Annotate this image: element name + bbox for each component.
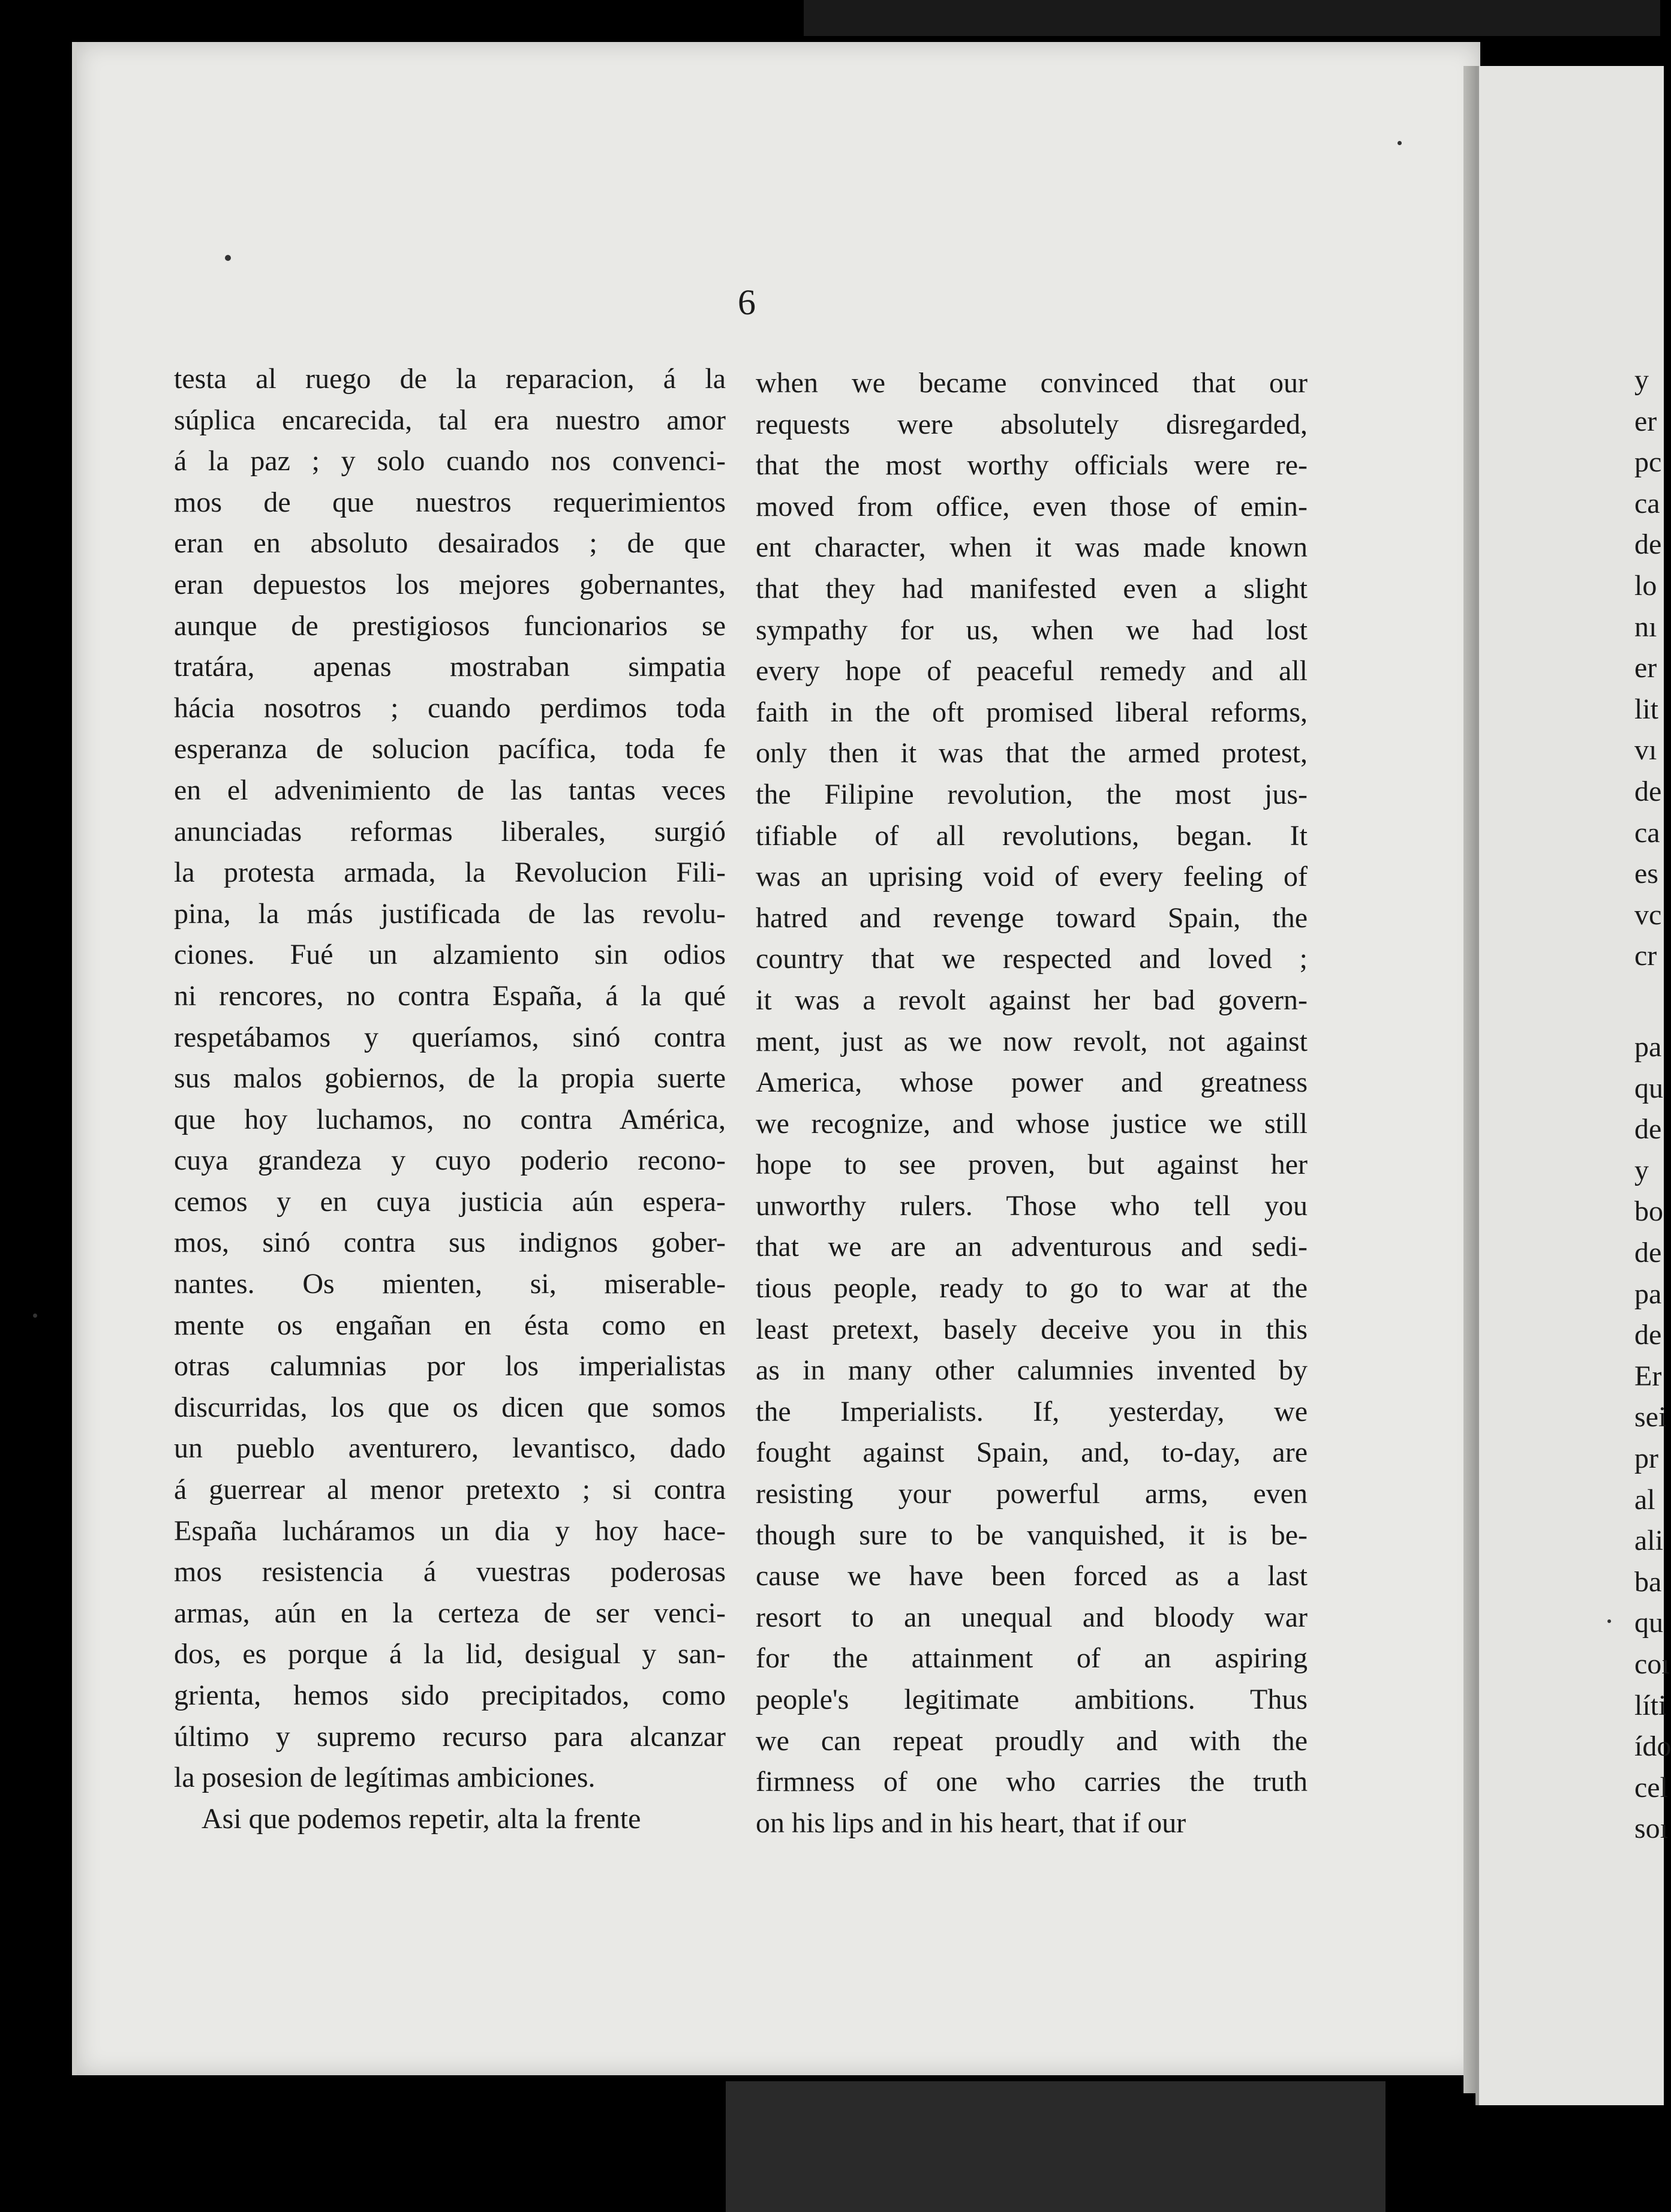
text-line: súplica encarecida, tal era nuestro amor — [174, 404, 726, 436]
facing-page-fragment: cr — [1634, 940, 1657, 972]
facing-page-fragment: al — [1634, 1483, 1655, 1516]
text-line: that the most worthy officials were re- — [756, 449, 1308, 482]
text-line: aunque de prestigiosos funcionarios se — [174, 609, 726, 642]
text-line: America, whose power and greatness — [756, 1066, 1308, 1099]
text-line: grienta, hemos sido precipitados, como — [174, 1679, 726, 1711]
facing-page-fragment: qu — [1634, 1072, 1663, 1104]
facing-page-fragment: vc — [1634, 898, 1662, 931]
facing-page-fragment: soı — [1634, 1813, 1669, 1845]
scan-speck — [225, 255, 231, 261]
facing-page-fragment: líti — [1634, 1689, 1667, 1721]
text-line: resort to an unequal and bloody war — [756, 1601, 1308, 1633]
scan-bottom-edge — [726, 2081, 1386, 2212]
text-line: tratára, apenas mostraban simpatia — [174, 651, 726, 683]
text-line: sympathy for us, when we had lost — [756, 614, 1308, 646]
text-line: discurridas, los que os dicen que somos — [174, 1391, 726, 1423]
text-line: as in many other calumnies invented by — [756, 1354, 1308, 1387]
text-line: the Imperialists. If, yesterday, we — [756, 1395, 1308, 1427]
text-line: least pretext, basely deceive you in this — [756, 1313, 1308, 1345]
text-line: eran en absoluto desairados ; de que — [174, 527, 726, 560]
text-line: la posesion de legítimas ambiciones. — [174, 1762, 596, 1794]
text-line: mos de que nuestros requerimientos — [174, 486, 726, 518]
text-line: Asi que podemos repetir, alta la frente — [202, 1802, 641, 1835]
facing-page-fragment: lo — [1634, 569, 1657, 602]
text-line: en el advenimiento de las tantas veces — [174, 774, 726, 806]
text-line: mos resistencia á vuestras poderosas — [174, 1556, 726, 1588]
facing-page-fragment: ca — [1634, 487, 1660, 519]
facing-page-fragment: Er — [1634, 1360, 1662, 1392]
text-line: firmness of one who carries the truth — [756, 1766, 1308, 1798]
scan-speck — [1397, 141, 1402, 145]
text-line: cause we have been forced as a last — [756, 1560, 1308, 1592]
text-line: nantes. Os mienten, si, miserable- — [174, 1268, 726, 1300]
facing-page-fragment: sei — [1634, 1401, 1667, 1433]
facing-page-fragment: y — [1634, 364, 1649, 396]
text-line: dos, es porque á la lid, desigual y san- — [174, 1638, 726, 1670]
text-line: we can repeat proudly and with the — [756, 1724, 1308, 1757]
text-line: testa al ruego de la reparacion, á la — [174, 363, 726, 395]
facing-page-fragment: cel — [1634, 1771, 1668, 1804]
facing-page-fragment: coı — [1634, 1648, 1670, 1680]
facing-page-fragment: ali — [1634, 1525, 1663, 1557]
facing-page-fragment: de — [1634, 1236, 1662, 1269]
text-line: country that we respected and loved ; — [756, 943, 1308, 975]
text-line: pina, la más justificada de las revolu- — [174, 897, 726, 930]
facing-page-fragments-top — [1634, 360, 1661, 977]
text-line: á guerrear al menor pretexto ; si contra — [174, 1474, 726, 1506]
text-line: eran depuestos los mejores gobernantes, — [174, 568, 726, 600]
facing-page-fragment: qu — [1634, 1607, 1663, 1639]
text-line: moved from office, even those of emin- — [756, 490, 1308, 522]
facing-page-fragments-bottom — [1634, 1027, 1671, 1850]
text-line: the Filipine revolution, the most jus- — [756, 778, 1308, 810]
text-line: on his lips and in his heart, that if our — [756, 1807, 1186, 1839]
text-line: requests were absolutely disregarded, — [756, 408, 1308, 440]
facing-page-fragment: bo — [1634, 1195, 1663, 1228]
text-line: armas, aún en la certeza de ser venci- — [174, 1597, 726, 1629]
text-line: faith in the oft promised liberal reforms, — [756, 696, 1308, 728]
facing-page-fragment: de — [1634, 1113, 1662, 1146]
text-line: á la paz ; y solo cuando nos convenci- — [174, 445, 726, 477]
text-line: ent character, when it was made known — [756, 531, 1308, 564]
text-line: un pueblo aventurero, levantisco, dado — [174, 1432, 726, 1465]
text-line: hatred and revenge toward Spain, the — [756, 901, 1308, 934]
facing-page-fragment: lit — [1634, 693, 1659, 725]
text-line: it was a revolt against her bad govern- — [756, 984, 1308, 1016]
text-line: fought against Spain, and, to-day, are — [756, 1436, 1308, 1469]
text-line: cemos y en cuya justicia aún espera- — [174, 1185, 726, 1218]
text-line: respetábamos y queríamos, sinó contra — [174, 1021, 726, 1053]
text-line: resisting your powerful arms, even — [756, 1478, 1308, 1510]
facing-page-fragment: ca — [1634, 816, 1660, 849]
text-line: mos, sinó contra sus indignos gober- — [174, 1227, 726, 1259]
text-line: tious people, ready to go to war at the — [756, 1272, 1308, 1305]
facing-page-fragment: de — [1634, 528, 1662, 561]
text-line: that they had manifested even a slight — [756, 572, 1308, 605]
text-line: that we are an adventurous and sedi- — [756, 1231, 1308, 1263]
facing-page-fragment: vı — [1634, 734, 1657, 767]
text-line: ciones. Fué un alzamiento sin odios — [174, 939, 726, 971]
facing-page-fragment: pc — [1634, 446, 1662, 479]
text-line: only then it was that the armed protest, — [756, 737, 1308, 770]
english-text-column — [756, 363, 1308, 1844]
text-line: when we became convinced that our — [756, 367, 1308, 399]
text-line: though sure to be vanquished, it is be- — [756, 1519, 1308, 1551]
facing-page-fragment: er — [1634, 405, 1657, 437]
facing-page-fragment: pr — [1634, 1442, 1658, 1474]
text-line: ment, just as we now revolt, not against — [756, 1025, 1308, 1057]
text-line: cuya grandeza y cuyo poderio recono- — [174, 1144, 726, 1177]
text-line: unworthy rulers. Those who tell you — [756, 1189, 1308, 1222]
scan-speck — [1607, 1619, 1611, 1623]
text-line: sus malos gobiernos, de la propia suerte — [174, 1062, 726, 1095]
text-line: ni rencores, no contra España, á la qué — [174, 979, 726, 1012]
text-line: mente os engañan en ésta como en — [174, 1309, 726, 1341]
text-line: anunciadas reformas liberales, surgió — [174, 815, 726, 847]
text-line: esperanza de solucion pacífica, toda fe — [174, 733, 726, 765]
text-line: hácia nosotros ; cuando perdimos toda — [174, 692, 726, 724]
facing-page-fragment: er — [1634, 652, 1657, 684]
facing-page-fragment: y — [1634, 1154, 1649, 1186]
facing-page-fragment: de — [1634, 775, 1662, 807]
facing-page-fragment: nı — [1634, 611, 1657, 643]
facing-page-fragment: de — [1634, 1319, 1662, 1351]
facing-page-fragment: pa — [1634, 1031, 1662, 1063]
text-line: último y supremo recurso para alcanzar — [174, 1720, 726, 1753]
text-line: la protesta armada, la Revolucion Fili- — [174, 856, 726, 889]
text-line: tifiable of all revolutions, began. It — [756, 819, 1308, 852]
scan-speck — [33, 1314, 37, 1318]
spanish-text-column — [174, 359, 726, 1840]
facing-page-fragment: ído — [1634, 1730, 1671, 1763]
text-line: hope to see proven, but against her — [756, 1149, 1308, 1181]
facing-page-fragment: pa — [1634, 1278, 1662, 1310]
scan-top-edge — [804, 0, 1660, 36]
text-line: was an uprising void of every feeling of — [756, 861, 1308, 893]
facing-page-fragment: ba — [1634, 1565, 1662, 1598]
text-line: we recognize, and whose justice we still — [756, 1107, 1308, 1140]
text-line: España lucháramos un dia y hoy hace- — [174, 1514, 726, 1547]
text-line: que hoy luchamos, no contra América, — [174, 1103, 726, 1135]
text-line: people's legitimate ambitions. Thus — [756, 1684, 1308, 1715]
facing-page-fragment: es — [1634, 858, 1658, 890]
text-line: every hope of peaceful remedy and all — [756, 655, 1308, 687]
text-line: for the attainment of an aspiring — [756, 1642, 1308, 1675]
text-line: otras calumnias por los imperialistas — [174, 1350, 726, 1382]
page-number: 6 — [738, 282, 756, 322]
